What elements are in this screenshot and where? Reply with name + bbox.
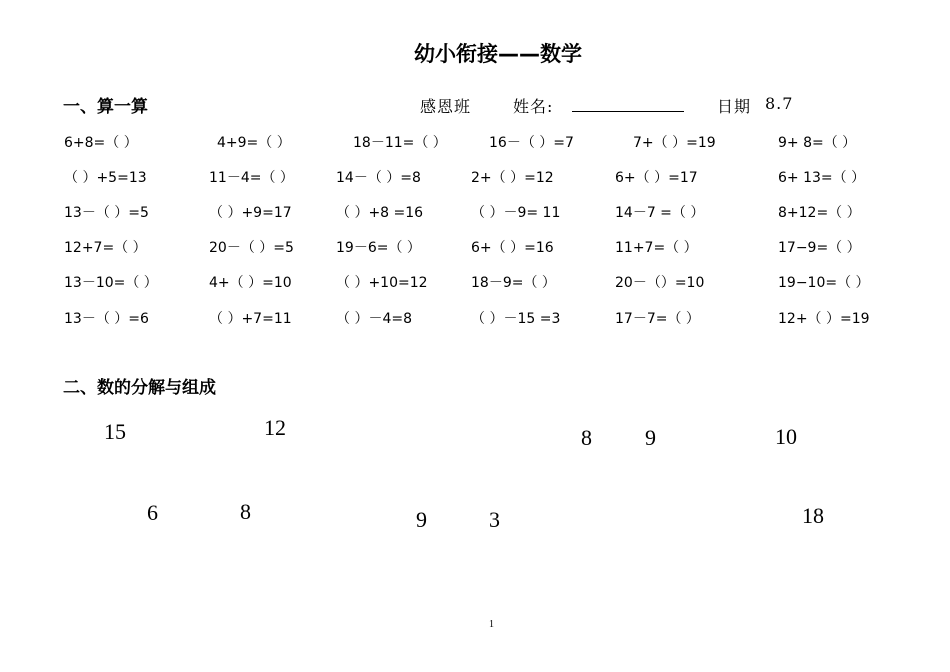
equation-r6-c3: （ ）－4=8 [336, 311, 412, 327]
equation-r4-c1: 12+7=（ ） [64, 240, 147, 256]
equation-r1-c2: 4+9=（ ） [217, 135, 291, 151]
equation-r3-c6: 8+12=（ ） [778, 205, 861, 221]
page-title: 幼小衔接——数学 [414, 42, 582, 66]
equation-r6-c2: （ ）+7=11 [209, 311, 292, 327]
equation-r5-c1: 13－10=（ ） [64, 275, 158, 291]
equation-r5-c5: 20－（）=10 [615, 275, 705, 291]
equation-r6-c1: 13－（ ）=6 [64, 311, 149, 327]
equation-r5-c4: 18－9=（ ） [471, 275, 556, 291]
equation-r2-c1: （ ）+5=13 [64, 170, 147, 186]
equation-r5-c6: 19−10=（ ） [778, 275, 870, 291]
equation-r6-c5: 17－7=（ ） [615, 311, 700, 327]
equation-r5-c2: 4+（ ）=10 [209, 275, 292, 291]
decomposition-number: 12 [264, 415, 286, 440]
equation-r4-c4: 6+（ ）=16 [471, 240, 554, 256]
equation-r4-c5: 11+7=（ ） [615, 240, 698, 256]
name-label: 姓名: [513, 97, 554, 116]
equation-r1-c1: 6+8=（ ） [64, 135, 138, 151]
date-label: 日期 [717, 97, 752, 116]
equation-r2-c2: 11－4=（ ） [209, 170, 294, 186]
equation-r3-c1: 13－（ ）=5 [64, 205, 149, 221]
decomposition-number: 9 [416, 507, 427, 532]
equation-r4-c6: 17−9=（ ） [778, 240, 861, 256]
equation-r2-c3: 14－（ ）=8 [336, 170, 421, 186]
equation-r2-c6: 6+ 13=（ ） [778, 170, 866, 186]
name-blank-line[interactable] [572, 95, 684, 116]
equation-r2-c5: 6+（ ）=17 [615, 170, 698, 186]
section-1-heading: 一、算一算 [63, 97, 148, 117]
decomposition-number: 9 [645, 425, 656, 450]
equation-r4-c2: 20－（ ）=5 [209, 240, 294, 256]
equation-r3-c3: （ ）+8 =16 [336, 205, 424, 221]
equation-r5-c3: （ ）+10=12 [336, 275, 428, 291]
equation-r3-c4: （ ）－9= 11 [471, 205, 561, 221]
decomposition-number: 10 [775, 424, 797, 449]
decomposition-number: 3 [489, 507, 500, 532]
equation-r6-c4: （ ）－15 =3 [471, 311, 561, 327]
equation-r1-c6: 9+ 8=（ ） [778, 135, 857, 151]
decomposition-number: 6 [147, 500, 158, 525]
decomposition-number: 18 [802, 503, 824, 528]
decomposition-number: 8 [581, 425, 592, 450]
equation-r1-c4: 16－（ ）=7 [489, 135, 574, 151]
decomposition-number: 8 [240, 499, 251, 524]
equation-r3-c2: （ ）+9=17 [209, 205, 292, 221]
decomposition-number: 15 [104, 419, 126, 444]
equation-r6-c6: 12+（ ）=19 [778, 311, 870, 327]
equation-r1-c5: 7+（ ）=19 [633, 135, 716, 151]
equation-r4-c3: 19－6=（ ） [336, 240, 421, 256]
section-2-heading: 二、数的分解与组成 [63, 378, 216, 398]
equation-r1-c3: 18－11=（ ） [353, 135, 447, 151]
class-name: 感恩班 [420, 97, 472, 116]
page-number: 1 [489, 619, 494, 630]
date-value: 8.7 [765, 94, 794, 113]
equation-r2-c4: 2+（ ）=12 [471, 170, 554, 186]
equation-r3-c5: 14－7 =（ ） [615, 205, 705, 221]
